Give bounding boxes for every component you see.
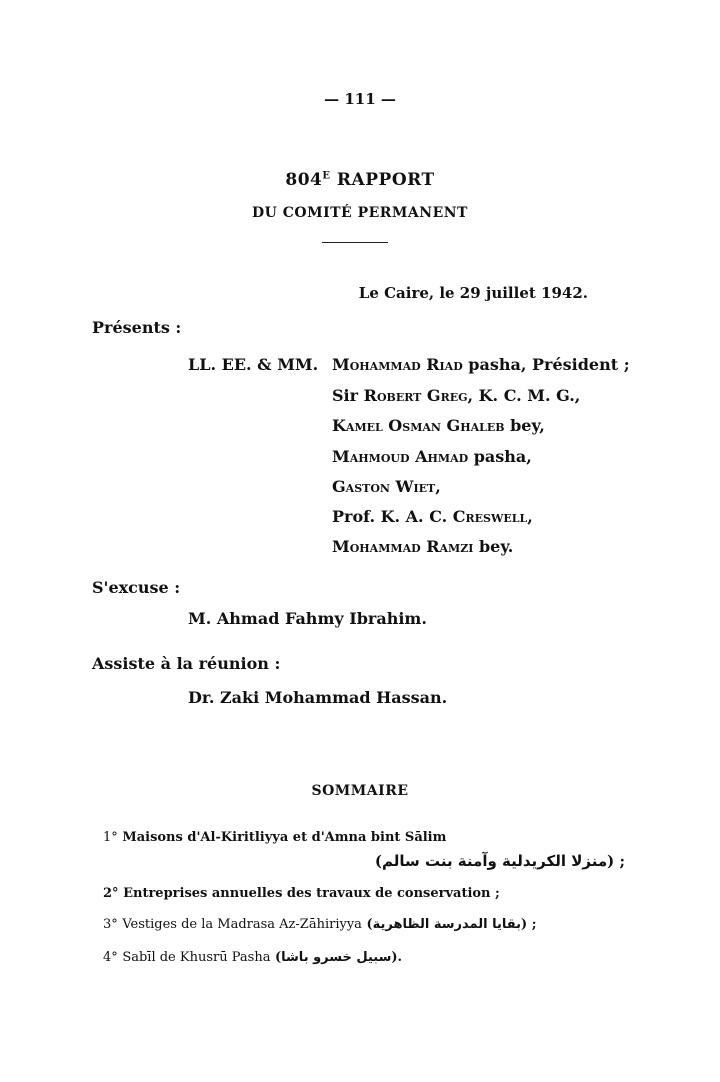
member-suffix: ,	[435, 477, 441, 496]
sommaire-item	[103, 830, 446, 845]
member-suffix: pasha,	[468, 447, 532, 466]
report-number-suffix: E	[322, 170, 331, 182]
member-suffix: ,	[527, 507, 533, 526]
arabic-title: منزلا الكريدلية وآمنة بنت سالم	[381, 852, 608, 870]
member-name: Gaston Wiet	[332, 477, 436, 496]
report-number: 804	[285, 170, 323, 190]
page-number: — 111 —	[324, 90, 396, 108]
member-suffix: , K. C. M. G.,	[467, 386, 581, 405]
presents-lead: LL. EE. & MM.	[188, 355, 319, 374]
report-title-text: RAPPORT	[330, 170, 435, 190]
member-name: Kamel Osman Ghaleb	[332, 416, 505, 435]
item-text: Vestiges de la Madrasa Az-Zāhiriyya	[122, 917, 362, 932]
member-line	[332, 507, 533, 526]
assiste-name: Dr. Zaki Mohammad Hassan.	[188, 688, 448, 707]
member-name: Creswell	[452, 507, 528, 526]
item-number: 4°	[103, 950, 118, 965]
report-subtitle: DU COMITÉ PERMANENT	[252, 205, 468, 221]
item-number: 2°	[103, 886, 119, 901]
sommaire-item-arabic: (منزلا الكريدلية وآمنة بنت سالم) ;	[374, 852, 625, 870]
member-line	[332, 355, 630, 374]
dateline: Le Caire, le 29 juillet 1942.	[358, 284, 588, 302]
item-tail: ;	[614, 852, 625, 870]
sommaire-item: 4° Sabīl de Khusrū Pasha (سبيل خسرو باشا).	[103, 950, 403, 965]
member-name: Mohammad Ramzi	[332, 537, 474, 556]
presents-label: Présents :	[92, 318, 182, 337]
member-line	[332, 416, 545, 435]
member-prefix: Prof. K. A. C.	[332, 507, 453, 526]
member-line	[332, 386, 580, 405]
arabic-title: سبيل خسرو باشا	[281, 950, 392, 965]
member-line	[332, 447, 532, 466]
excused-name: M. Ahmad Fahmy Ibrahim.	[188, 609, 427, 628]
member-name: Mahmoud Ahmad	[332, 447, 469, 466]
assiste-label: Assiste à la réunion :	[92, 654, 281, 673]
item-tail: .	[397, 950, 403, 965]
member-line	[332, 477, 441, 496]
member-suffix: pasha, Président ;	[462, 355, 630, 374]
item-tail: ;	[527, 917, 537, 932]
item-number: 3°	[103, 917, 118, 932]
sommaire-item	[103, 886, 500, 901]
member-suffix: bey.	[473, 537, 514, 556]
member-line	[332, 537, 513, 556]
arabic-title: بقايا المدرسة الظاهرية	[372, 917, 522, 932]
sommaire-heading: SOMMAIRE	[311, 783, 409, 799]
report-title	[0, 170, 720, 190]
title-divider	[322, 242, 388, 243]
member-name: Mohammad Riad	[332, 355, 463, 374]
sommaire-item: 3° Vestiges de la Madrasa Az-Zāhiriyya (بقايا المدرسة الظاهرية) ;	[103, 917, 537, 932]
item-text: Entreprises annuelles des travaux de conservation ;	[123, 886, 500, 901]
member-suffix: bey,	[504, 416, 545, 435]
excuse-label: S'excuse :	[92, 578, 181, 597]
item-text: Sabīl de Khusrū Pasha	[122, 950, 271, 965]
item-text: Maisons d'Al-Kiritliyya et d'Amna bint Sālim	[122, 830, 447, 845]
member-prefix: Sir	[332, 386, 364, 405]
member-name: Robert Greg	[363, 386, 468, 405]
item-number: 1°	[103, 830, 118, 845]
